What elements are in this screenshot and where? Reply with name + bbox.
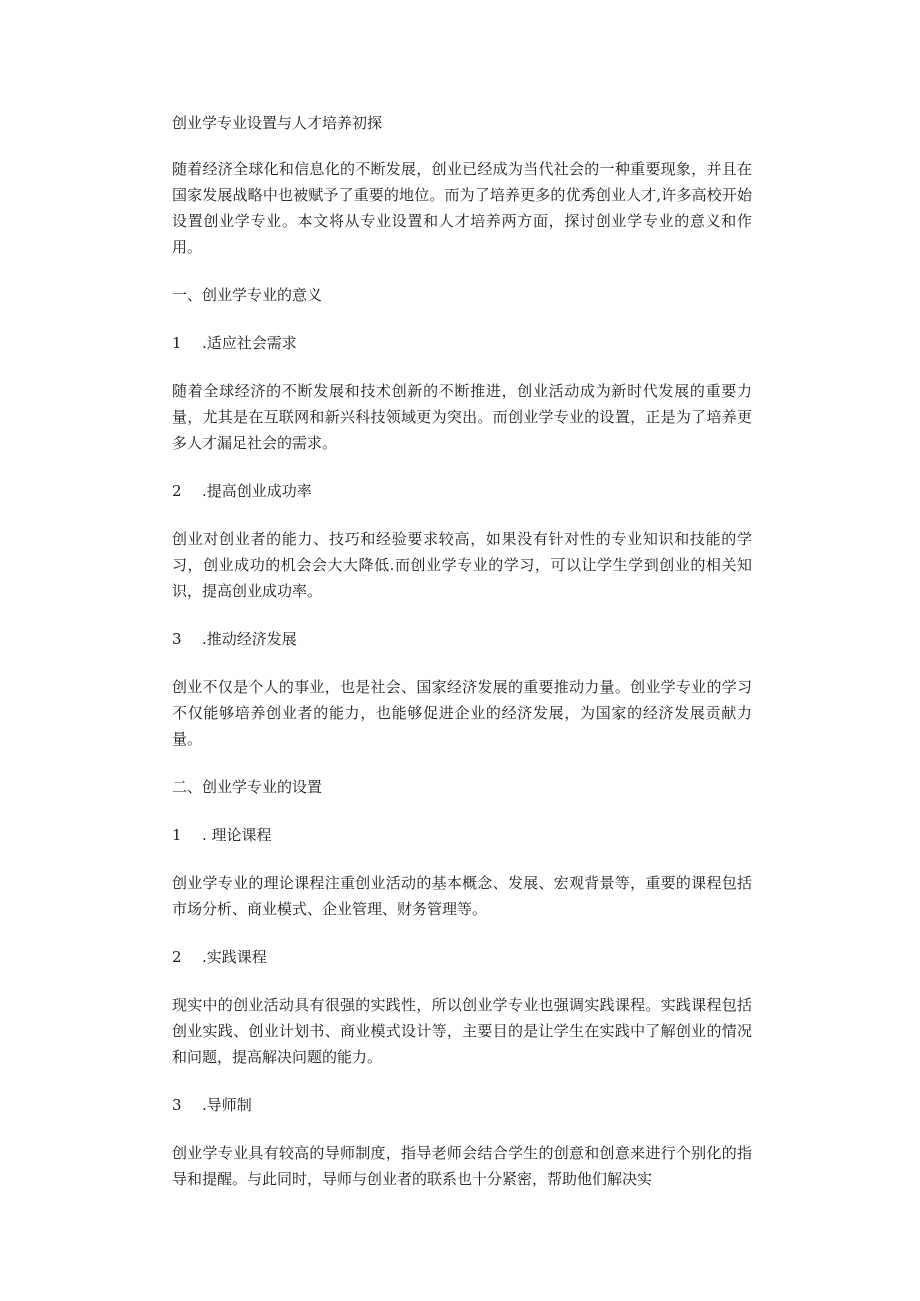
section-2-item-2-heading bbox=[172, 944, 752, 970]
item-number: 2 bbox=[172, 948, 182, 966]
item-label: .提高创业成功率 bbox=[202, 482, 312, 500]
document-title: 创业学专业设置与人才培养初探 bbox=[172, 114, 383, 132]
item-number: 2 bbox=[172, 482, 182, 500]
section-2-item-1-paragraph: 创业学专业的理论课程注重创业活动的基本概念、发展、宏观背景等，重要的课程包括市场分析、商业模式、企业管理、财务管理等。 bbox=[172, 874, 752, 918]
section-1-item-3-paragraph: 创业不仅是个人的事业，也是社会、国家经济发展的重要推动力量。创业学专业的学习不仅能够培养创业者的能力，也能够促进企业的经济发展，为国家的经济发展贡献力量。 bbox=[172, 678, 752, 748]
section-2-item-2-paragraph: 现实中的创业活动具有很强的实践性，所以创业学专业也强调实践课程。实践课程包括创业实践、创业计划书、商业模式设计等，主要目的是让学生在实践中了解创业的情况和问题，提高解决问题的能力。 bbox=[172, 996, 752, 1066]
item-label: .导师制 bbox=[202, 1096, 252, 1114]
item-label: . 理论课程 bbox=[202, 826, 272, 844]
section-2-heading: 二、创业学专业的设置 bbox=[172, 778, 323, 796]
section-1-heading: 一、创业学专业的意义 bbox=[172, 286, 323, 304]
item-number: 1 bbox=[172, 334, 182, 352]
document-body bbox=[172, 110, 752, 1214]
section-2-item-1-heading bbox=[172, 822, 752, 848]
item-label: .实践课程 bbox=[202, 948, 267, 966]
item-number: 3 bbox=[172, 1096, 182, 1114]
section-1-item-2-paragraph: 创业对创业者的能力、技巧和经验要求较高，如果没有针对性的专业知识和技能的学习，创业成功的机会会大大降低.而创业学专业的学习，可以让学生学到创业的相关知识，提高创业成功率。 bbox=[172, 530, 752, 600]
item-label: .适应社会需求 bbox=[202, 334, 297, 352]
section-2-item-3-paragraph: 创业学专业具有较高的导师制度，指导老师会结合学生的创意和创意来进行个别化的指导和提醒。与此同时，导师与创业者的联系也十分紧密，帮助他们解决实 bbox=[172, 1144, 752, 1188]
item-label: .推动经济发展 bbox=[202, 630, 297, 648]
section-1-item-1-heading bbox=[172, 330, 752, 356]
intro-paragraph: 随着经济全球化和信息化的不断发展，创业已经成为当代社会的一种重要现象，并且在国家发展战略中也被赋予了重要的地位。而为了培养更多的优秀创业人才,许多高校开始设置创业学专业。本文将从专业设置和人才培养两方面，探讨创业学专业的意义和作用。 bbox=[172, 160, 752, 256]
item-number: 3 bbox=[172, 630, 182, 648]
section-1-item-3-heading bbox=[172, 626, 752, 652]
section-2-item-3-heading bbox=[172, 1092, 752, 1118]
section-1-item-2-heading bbox=[172, 478, 752, 504]
section-1-item-1-paragraph: 随着全球经济的不断发展和技术创新的不断推进，创业活动成为新时代发展的重要力量，尤其是在互联网和新兴科技领域更为突出。而创业学专业的设置，正是为了培养更多人才漏足社会的需求。 bbox=[172, 382, 752, 452]
item-number: 1 bbox=[172, 826, 182, 844]
